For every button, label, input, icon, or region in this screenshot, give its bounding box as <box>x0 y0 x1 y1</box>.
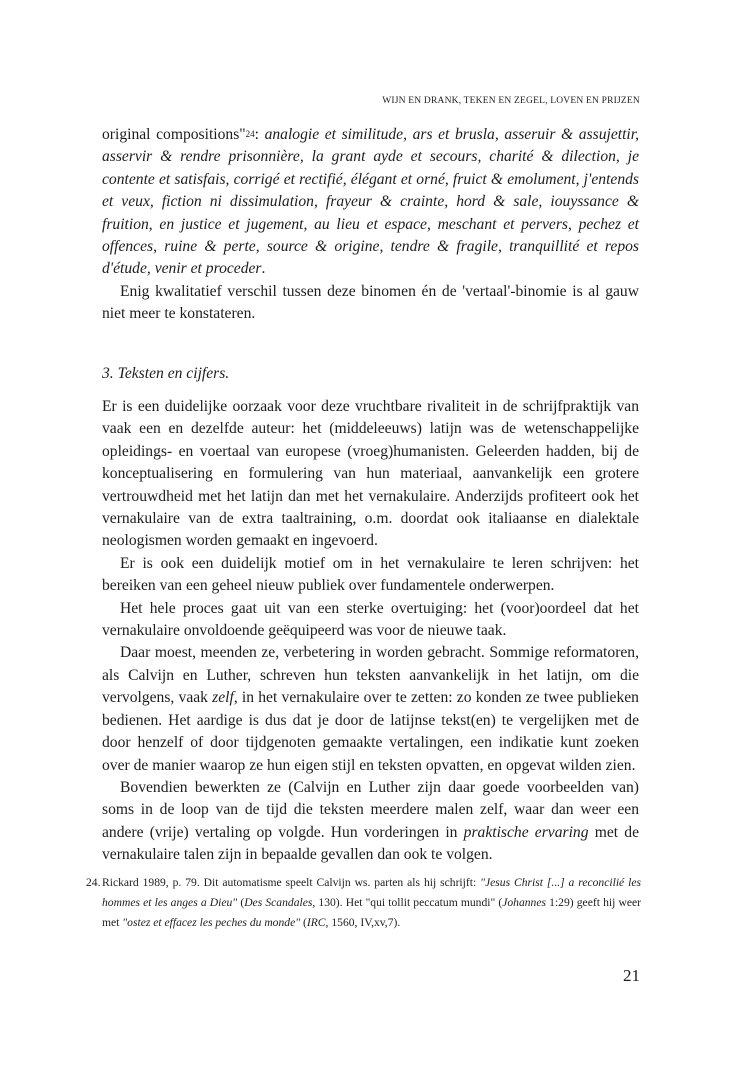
text-span: ( <box>237 896 245 909</box>
footnote-number: 24. <box>86 876 101 889</box>
paragraph-motief: Er is ook een duidelijk motief om in het vernakulaire te leren schrijven: het bereiken van een geheel nieuw publiek over fundamentele onderwerpen. <box>102 554 639 595</box>
text-span: . <box>261 260 266 278</box>
text-span: , 1560, IV,xv,7). <box>325 916 401 929</box>
paragraph-kwalitatief: Enig kwalitatief verschil tussen deze binomen én de 'vertaal'-binomie is al gauw niet meer te konstateren. <box>102 282 639 323</box>
binomen-list: analogie et similitude, ars et brusla, asseruir & assujettir, asservir & rendre prisonnière, la grant ayde et secours, charité & dilection, je contente et satisfais, corrigé et rectifié, élégant et orné, fruict & emolument, j'entends et veux, fiction ni dissimulation, frayeur & crainte, hord & sale, iouyssance & fruition, en justice et jugement, au lieu et espace, meschant et pervers, pechez et offences, ruine & perte, source & origine, tendre & fragile, tranquillité et repos d'étude, venir et proceder <box>102 126 639 278</box>
footnote <box>86 873 641 933</box>
text-span: : <box>254 126 265 143</box>
text-span: Bovendien bewerkten ze (Calvijn en Luther zijn daar goede voorbeelden van) soms in de loop van de tijd die teksten meerdere malen zelf, waar dan weer een andere (vrije) vertaling op volgde. Hun vorderingen in <box>102 778 639 841</box>
paragraph-oorzaak: Er is een duidelijke oorzaak voor deze vruchtbare rivaliteit in de schrijfpraktijk van vaak een en dezelfde auteur: het (middeleeuws) latijn was de wetenschappelijke opleidings- en voertaal van europese (vroeg)humanisten. Geleerden hadden, bij de konceptualisering en formulering van hun materiaal, aanvankelijk een grotere vertrouwdheid met het latijn dan met het vernakulaire. Anderzijds profiteert ook het vernakulaire van de extra taaltraining, o.m. doordat ook italiaanse en dialektale neologismen worden gemaakt en ingevoerd. <box>102 398 639 550</box>
work-title: Des Scandales <box>244 896 313 909</box>
paragraph-bovendien <box>102 777 639 867</box>
text-span: , in het vernakulaire over te zetten: zo konden ze twee publieken bedienen. Het aardige is dus dat je door de latijnse tekst(en) te vergelijken met de door henzelf of door tijdgenoten gemaakte vertalingen, een indikatie kunt zoeken over de manier waarop ze hun eigen stijl en teksten opvatten, en opgevat wilden zien. <box>102 689 639 774</box>
section-heading: 3. Teksten en cijfers. <box>102 365 230 382</box>
emphasis: zelf <box>212 689 234 707</box>
text-span: Daar moest, meenden ze, verbetering in worden gebracht. Sommige reformatoren, als Calvijn en Luther, schreven hun teksten aanvankelijk in het latijn, om die vervolgens, vaak <box>102 644 639 707</box>
paragraph-verbetering <box>102 642 639 776</box>
emphasis: praktische ervaring <box>463 823 589 841</box>
text-span: ( <box>300 916 307 929</box>
running-head: WIJN EN DRANK, TEKEN EN ZEGEL, LOVEN EN PRIJZEN <box>382 96 640 106</box>
text-span: , 130). Het "qui tollit peccatum mundi" ( <box>312 896 503 909</box>
footnote-reference: 24 <box>245 129 255 139</box>
work-title: IRC <box>306 916 326 929</box>
work-title: Johannes <box>502 896 547 909</box>
quotation: "Jesus Christ [...] a reconcilié les hommes et les anges a Dieu" <box>102 876 641 909</box>
body-top <box>102 124 639 326</box>
text-span: original compositions" <box>102 126 246 143</box>
text-span: 1:29) geeft hij weer met <box>102 896 641 929</box>
text-span: met de vernakulaire talen zijn in bepaalde gevallen dan ook te volgen. <box>102 823 639 864</box>
page-number: 21 <box>623 966 640 985</box>
paragraph-overtuiging: Het hele proces gaat uit van een sterke overtuiging: het (voor)oordeel dat het vernakulaire onvoldoende geëquipeerd was voor de nieuwe taak. <box>102 599 639 640</box>
body-main <box>102 396 639 867</box>
text-span: Rickard 1989, p. 79. Dit automatisme speelt Calvijn ws. parten als hij schrijft: <box>102 876 481 889</box>
quotation: "ostez et effacez les peches du monde" <box>122 916 301 929</box>
paragraph-binomen-list <box>102 124 639 281</box>
